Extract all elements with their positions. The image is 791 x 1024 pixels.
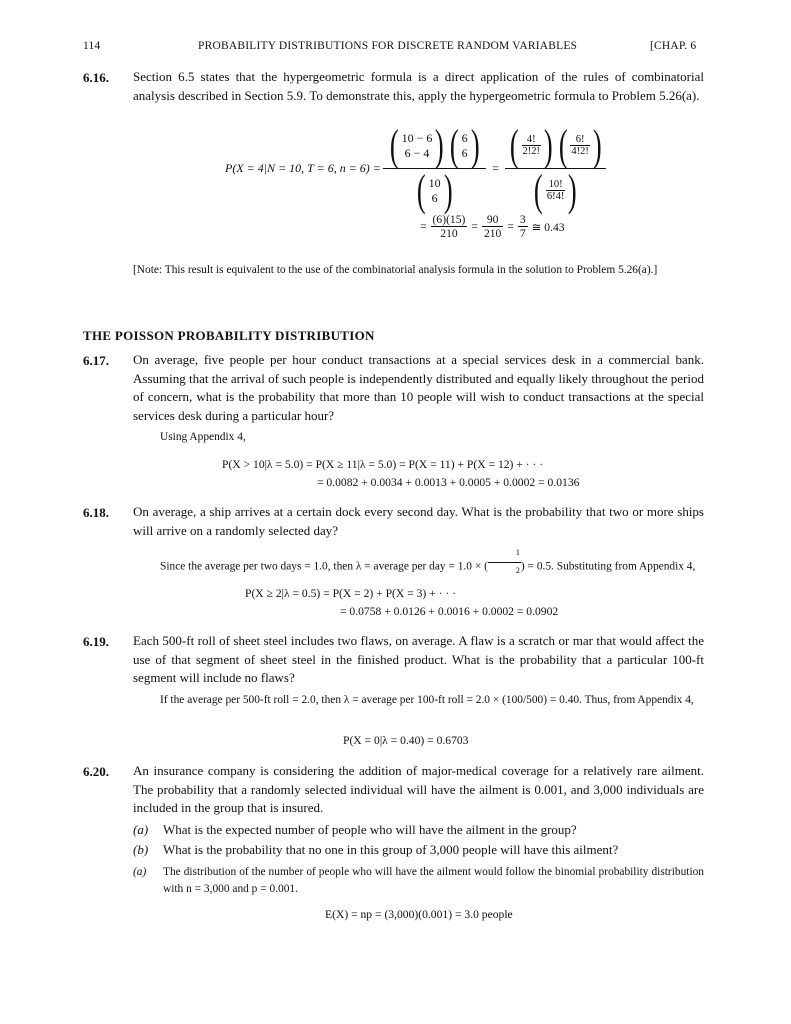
- result-approx: ≅ 0.43: [531, 220, 565, 234]
- problem-text-6-18: On average, a ship arrives at a certain dock every second day. What is the probability that two or more ships will arrive on a randomly selected day?: [133, 504, 704, 538]
- problem-text-6-19: Each 500-ft roll of sheet steel includes two flaws, on average. A flaw is a scratch or mar that would affect the use of that segment of sheet steel in the finished product. What is the probability that a particular 100-ft segment will include no flaws?: [133, 633, 704, 685]
- question-b: What is the probability that no one in this group of 3,000 people will have this ailment?: [163, 842, 619, 857]
- result-num3: 3: [519, 213, 526, 226]
- binom3-bottom: 6: [431, 190, 438, 205]
- section-heading: THE POISSON PROBABILITY DISTRIBUTION: [83, 328, 375, 343]
- problem-text-6-20: An insurance company is considering the addition of major-medical coverage for a relatively rare ailment. The probability that a randomly selected individual will have the ailment is 0.001, and 3,000 individuals are included in the group that is insured.: [133, 763, 704, 815]
- equation-6-20: E(X) = np = (3,000)(0.001) = 3.0 people: [325, 908, 513, 921]
- problem-number-6-19: 6.19.: [83, 634, 109, 649]
- problem-number-6-20: 6.20.: [83, 764, 109, 779]
- result-den3: 7: [519, 227, 526, 240]
- half-top: 1: [488, 545, 521, 563]
- fact1-bottom: 2!2!: [522, 146, 541, 157]
- page-number: 114: [83, 40, 101, 52]
- fact1-top: 4!: [522, 134, 542, 146]
- hypergeometric-result: = $\frac{(6)(15)}{210}$ = $\frac{90}{210}$ = $\frac{3}{7}$ ≅ 0.43: [420, 213, 565, 240]
- solution-a: The distribution of the number of people who will have the ailment would follow the binomial probability distribution with n = 3,000 and p = 0.001.: [163, 866, 704, 895]
- binom2-bottom: 6: [461, 145, 468, 160]
- problem-number-6-17: 6.17.: [83, 353, 109, 368]
- solution-6-19: If the average per 500-ft roll = 2.0, then λ = average per 100-ft roll = 2.0 × (100/500) = 0.40. Thus, from Appendix 4,: [160, 694, 694, 706]
- factorial-fraction: ( 4! 2!2! ) ( 6! 4!2! ) ( 10! 6!4! ): [505, 124, 607, 213]
- result-den2: 210: [483, 227, 502, 240]
- result-num2: 90: [482, 213, 503, 227]
- equation-6-17-line2: = 0.0082 + 0.0034 + 0.0013 + 0.0005 + 0.0002 = 0.0136: [317, 476, 580, 489]
- solution-6-18-part-a: Since the average per two days = 1.0, then λ = average per day = 1.0 × (: [160, 560, 488, 573]
- binom1-bottom: 6 − 4: [404, 145, 430, 160]
- binom3-top: 10: [428, 175, 441, 190]
- running-title: PROBABILITY DISTRIBUTIONS FOR DISCRETE RANDOM VARIABLES: [198, 40, 578, 52]
- fact3-top: 10!: [546, 179, 566, 191]
- equation-lhs: P(X = 4|N = 10, T = 6, n = 6) =: [225, 160, 381, 175]
- hypergeometric-equation: [225, 120, 606, 215]
- question-a-label: (a): [133, 822, 149, 837]
- problem-text-6-16: Section 6.5 states that the hypergeometric formula is a direct application of the rules of combinatorial analysis described in Section 5.9. To demonstrate this, apply the hypergeometric formula to Problem 5.26(a).: [133, 69, 704, 103]
- fact3-bottom: 6!4!: [546, 191, 565, 202]
- half-bottom: 2: [515, 565, 520, 575]
- problem-number-6-16: 6.16.: [83, 70, 109, 85]
- problem-number-6-18: 6.18.: [83, 505, 109, 520]
- equals-sign: =: [492, 161, 499, 175]
- binomial-fraction: ( 10 − 6 6 − 4 ) ( 6 6 ) ( 10 6 ): [383, 124, 486, 213]
- solution-a-label: (a): [133, 866, 147, 878]
- binom2-top: 6: [461, 130, 468, 145]
- equation-6-18-line2: = 0.0758 + 0.0126 + 0.0016 + 0.0002 = 0.0902: [340, 605, 559, 618]
- question-b-label: (b): [133, 842, 149, 857]
- equation-6-17-line1: P(X > 10|λ = 5.0) = P(X ≥ 11|λ = 5.0) = P(X = 11) + P(X = 12) + · · ·: [222, 458, 544, 471]
- fact2-bottom: 4!2!: [571, 146, 589, 157]
- note-6-16: [Note: This result is equivalent to the use of the combinatorial analysis formula in the solution to Problem 5.26(a).]: [133, 264, 658, 276]
- equation-6-19: P(X = 0|λ = 0.40) = 0.6703: [343, 734, 469, 747]
- problem-text-6-17: On average, five people per hour conduct transactions at a special services desk in a commercial bank. Assuming that the arrival of such people is independently distributed and equally likely throughout the period of concern, what is the probability that more than 10 people will wish to conduct transactions at the special services desk during a particular hour?: [133, 352, 704, 423]
- result-num1: (6)(15): [432, 213, 466, 226]
- fact2-top: 6!: [570, 134, 590, 146]
- binom1-top: 10 − 6: [401, 130, 433, 145]
- equation-6-18-line1: P(X ≥ 2|λ = 0.5) = P(X = 2) + P(X = 3) + · · ·: [245, 587, 457, 600]
- half-fraction: [488, 545, 521, 579]
- question-a: What is the expected number of people who will have the ailment in the group?: [163, 822, 577, 837]
- result-den1: 210: [440, 227, 458, 240]
- solution-6-17: Using Appendix 4,: [160, 431, 246, 443]
- solution-6-18: [133, 545, 704, 579]
- chapter-label: [CHAP. 6: [650, 40, 697, 52]
- solution-6-18-part-b: ) = 0.5. Substituting from Appendix 4,: [520, 560, 696, 573]
